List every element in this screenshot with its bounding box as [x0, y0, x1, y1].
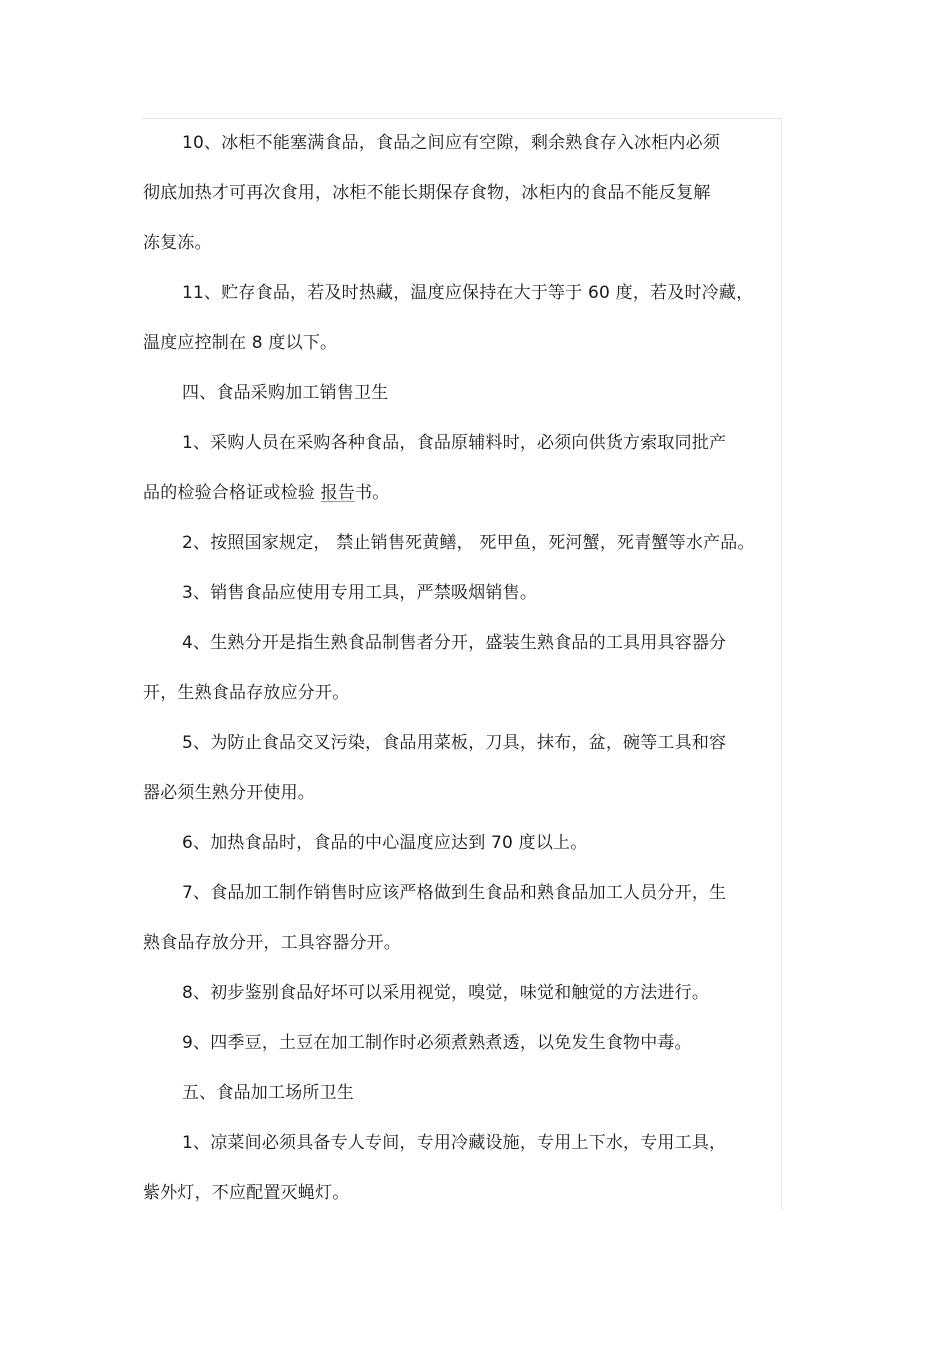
paragraph-line	[143, 483, 389, 503]
line-text-after: 书。	[355, 483, 390, 503]
paragraph-line: 冻复冻。	[143, 233, 212, 253]
paragraph-line: 6、加热食品时，食品的中心温度应达到 70 度以上。	[182, 833, 588, 853]
paragraph-line: 9、四季豆，土豆在加工制作时必须煮熟煮透，以免发生食物中毒。	[182, 1033, 692, 1053]
paragraph-line: 1、凉菜间必须具备专人专间，专用冷藏设施，专用上下水，专用工具，	[182, 1133, 727, 1153]
paragraph-line: 1、采购人员在采购各种食品，食品原辅料时，必须向供货方索取同批产	[182, 433, 727, 453]
paragraph-line: 温度应控制在 8 度以下。	[143, 333, 338, 353]
paragraph-line: 开，生熟食品存放应分开。	[143, 683, 350, 703]
paragraph-line: 紫外灯，不应配置灭蝇灯。	[143, 1183, 350, 1203]
paragraph-line: 2、按照国家规定， 禁止销售死黄鳝， 死甲鱼，死河蟹，死青蟹等水产品。	[182, 533, 755, 553]
paragraph-line: 11、贮存食品，若及时热藏，温度应保持在大于等于 60 度，若及时冷藏，	[182, 283, 754, 303]
paragraph-line: 4、生熟分开是指生熟食品制售者分开，盛装生熟食品的工具用具容器分	[182, 633, 727, 653]
paragraph-line: 熟食品存放分开，工具容器分开。	[143, 933, 401, 953]
report-link[interactable]: 报告	[320, 483, 356, 503]
paragraph-line: 7、食品加工制作销售时应该严格做到生食品和熟食品加工人员分开，生	[182, 883, 727, 903]
paragraph-line: 3、销售食品应使用专用工具，严禁吸烟销售。	[182, 583, 538, 603]
paragraph-line: 彻底加热才可再次食用，冰柜不能长期保存食物，冰柜内的食品不能反复解	[143, 183, 711, 203]
section-heading: 五、食品加工场所卫生	[182, 1083, 354, 1103]
paragraph-line: 8、初步鉴别食品好坏可以采用视觉，嗅觉，味觉和触觉的方法进行。	[182, 983, 710, 1003]
paragraph-line: 10、冰柜不能塞满食品，食品之间应有空隙，剩余熟食存入冰柜内必须	[182, 133, 721, 153]
paragraph-line: 5、为防止食品交叉污染，食品用菜板，刀具，抹布，盆，碗等工具和容	[182, 733, 727, 753]
paragraph-line: 器必须生熟分开使用。	[143, 783, 315, 803]
line-text: 品的检验合格证或检验	[143, 483, 321, 503]
section-heading: 四、食品采购加工销售卫生	[182, 383, 389, 403]
